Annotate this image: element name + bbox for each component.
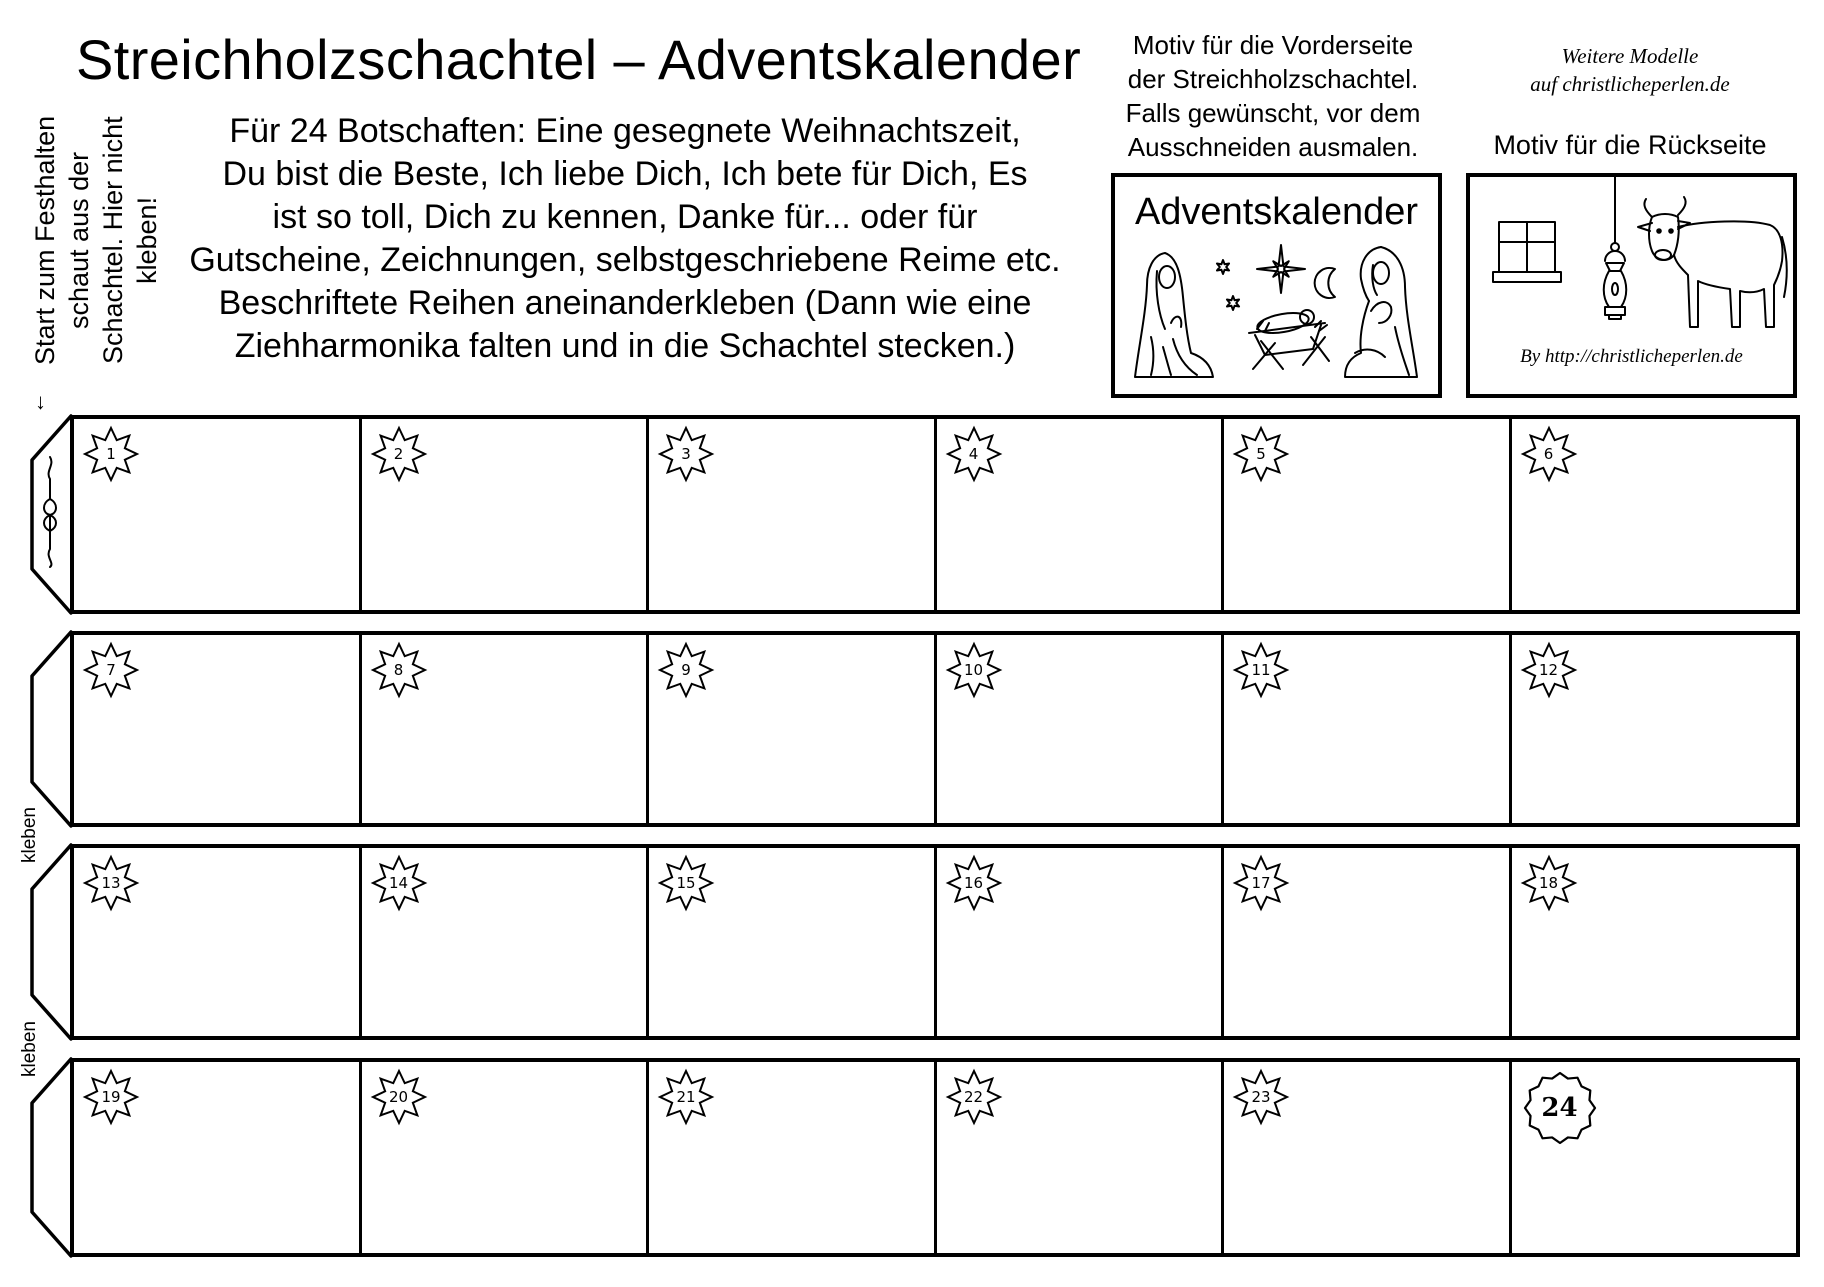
glue-label: kleben (19, 807, 40, 863)
small-star-icon (1217, 260, 1229, 274)
mary-figure-icon (1135, 253, 1213, 377)
day-cell (649, 635, 937, 823)
day-cell (1224, 848, 1512, 1036)
day-number: 16 (963, 874, 984, 892)
day-number: 6 (1543, 445, 1554, 463)
start-tab-note-line: Start zum Festhalten (30, 115, 60, 365)
page-title: Streichholzschachtel – Adventskalender (76, 28, 1082, 91)
day-cell (937, 635, 1225, 823)
front-note-line: Falls gewünscht, vor dem (1125, 98, 1421, 128)
day-number: 15 (676, 874, 696, 892)
day-number: 10 (963, 661, 984, 679)
day-number: 4 (968, 445, 979, 463)
day-number: 3 (681, 445, 691, 463)
start-tab-note-line: Schachtel. Hier nicht (98, 116, 128, 364)
day-number: 23 (1251, 1088, 1271, 1106)
day-cell (362, 635, 650, 823)
ox-icon (1638, 197, 1787, 327)
nativity-illustration (1115, 177, 1438, 394)
day-cell (74, 635, 362, 823)
more-models-line: auf christlicheperlen.de (1530, 72, 1730, 96)
day-number: 11 (1251, 661, 1271, 679)
glue-label: kleben (19, 1021, 40, 1077)
day-cell (1224, 419, 1512, 610)
small-star-icon (1227, 296, 1239, 310)
window-icon (1493, 222, 1561, 282)
start-tab-note-line: schaut aus der (64, 151, 94, 329)
day-cell (74, 848, 362, 1036)
day-cell (1512, 419, 1797, 610)
star-of-bethlehem-icon (1257, 245, 1305, 293)
back-motif-label: Motiv für die Rückseite (1493, 130, 1767, 160)
day-number: 13 (101, 874, 121, 892)
instructions-line: Du bist die Beste, Ich liebe Dich, Ich bete für Dich, Es (222, 155, 1028, 193)
instructions-line: Ziehharmonika falten und in die Schachtel stecken.) (234, 327, 1016, 365)
calendar-row (70, 1058, 1800, 1257)
instructions-text (180, 110, 1070, 368)
day-number: 8 (393, 661, 404, 679)
day-number: 22 (963, 1088, 984, 1106)
front-note-line: der Streichholzschachtel. (1127, 64, 1419, 94)
day-number: 17 (1251, 874, 1271, 892)
instructions-line: ist so toll, Dich zu kennen, Danke für... oder für (272, 198, 978, 236)
glue-tab (28, 844, 74, 1040)
instructions-line: Gutscheine, Zeichnungen, selbstgeschriebene Reime etc. (189, 241, 1061, 279)
day-number: 2 (393, 445, 404, 463)
day-cell (1512, 635, 1797, 823)
more-models-note (1495, 42, 1765, 98)
calendar-row (70, 415, 1800, 614)
front-note-line: Ausschneiden ausmalen. (1127, 132, 1419, 162)
day-number: 12 (1538, 661, 1559, 679)
day-number: 7 (106, 661, 116, 679)
day-cell (1512, 1062, 1797, 1253)
glue-tab (28, 1058, 74, 1257)
day-cell (362, 1062, 650, 1253)
day-number: 14 (388, 874, 409, 892)
front-note-line: Motiv für die Vorderseite (1132, 30, 1414, 60)
day-cell (1224, 635, 1512, 823)
day-cell (74, 1062, 362, 1253)
credit-text: By http://christlicheperlen.de (1520, 346, 1743, 367)
day-cell (1224, 1062, 1512, 1253)
glue-tab (28, 631, 74, 827)
calendar-row (70, 631, 1800, 827)
day-number: 19 (101, 1088, 121, 1106)
back-motif-card (1466, 173, 1797, 398)
day-cell (649, 419, 937, 610)
arrow-down-icon: ↓ (35, 389, 46, 414)
start-tab-note (28, 108, 164, 372)
day-number: 1 (106, 445, 116, 463)
lantern-icon (1604, 177, 1627, 319)
front-card-title: Adventskalender (1134, 191, 1419, 233)
instructions-line: Für 24 Botschaften: Eine gesegnete Weihnachtszeit, (229, 112, 1021, 150)
day-cell (937, 1062, 1225, 1253)
joseph-figure-icon (1345, 247, 1417, 377)
day-cell (362, 848, 650, 1036)
crescent-moon-icon (1315, 268, 1335, 298)
day-cell (362, 419, 650, 610)
day-cell (649, 848, 937, 1036)
day-cell (649, 1062, 937, 1253)
front-motif-card (1111, 173, 1442, 398)
day-number: 21 (676, 1088, 696, 1106)
day-number: 24 (1541, 1093, 1578, 1123)
calendar-row (70, 844, 1800, 1040)
day-cell (1512, 848, 1797, 1036)
day-number: 5 (1256, 445, 1266, 463)
day-number: 20 (388, 1088, 409, 1106)
day-cell (937, 419, 1225, 610)
day-number: 18 (1538, 874, 1559, 892)
instructions-line: Beschriftete Reihen aneinanderkleben (Dann wie eine (218, 284, 1032, 322)
glue-tab (28, 415, 74, 614)
day-cell (937, 848, 1225, 1036)
more-models-line: Weitere Modelle (1561, 44, 1699, 68)
day-cell (74, 419, 362, 610)
manger-icon (1249, 310, 1329, 369)
day-number: 9 (681, 661, 691, 679)
start-tab-note-line: kleben! (132, 196, 162, 284)
front-motif-note (1118, 28, 1428, 164)
